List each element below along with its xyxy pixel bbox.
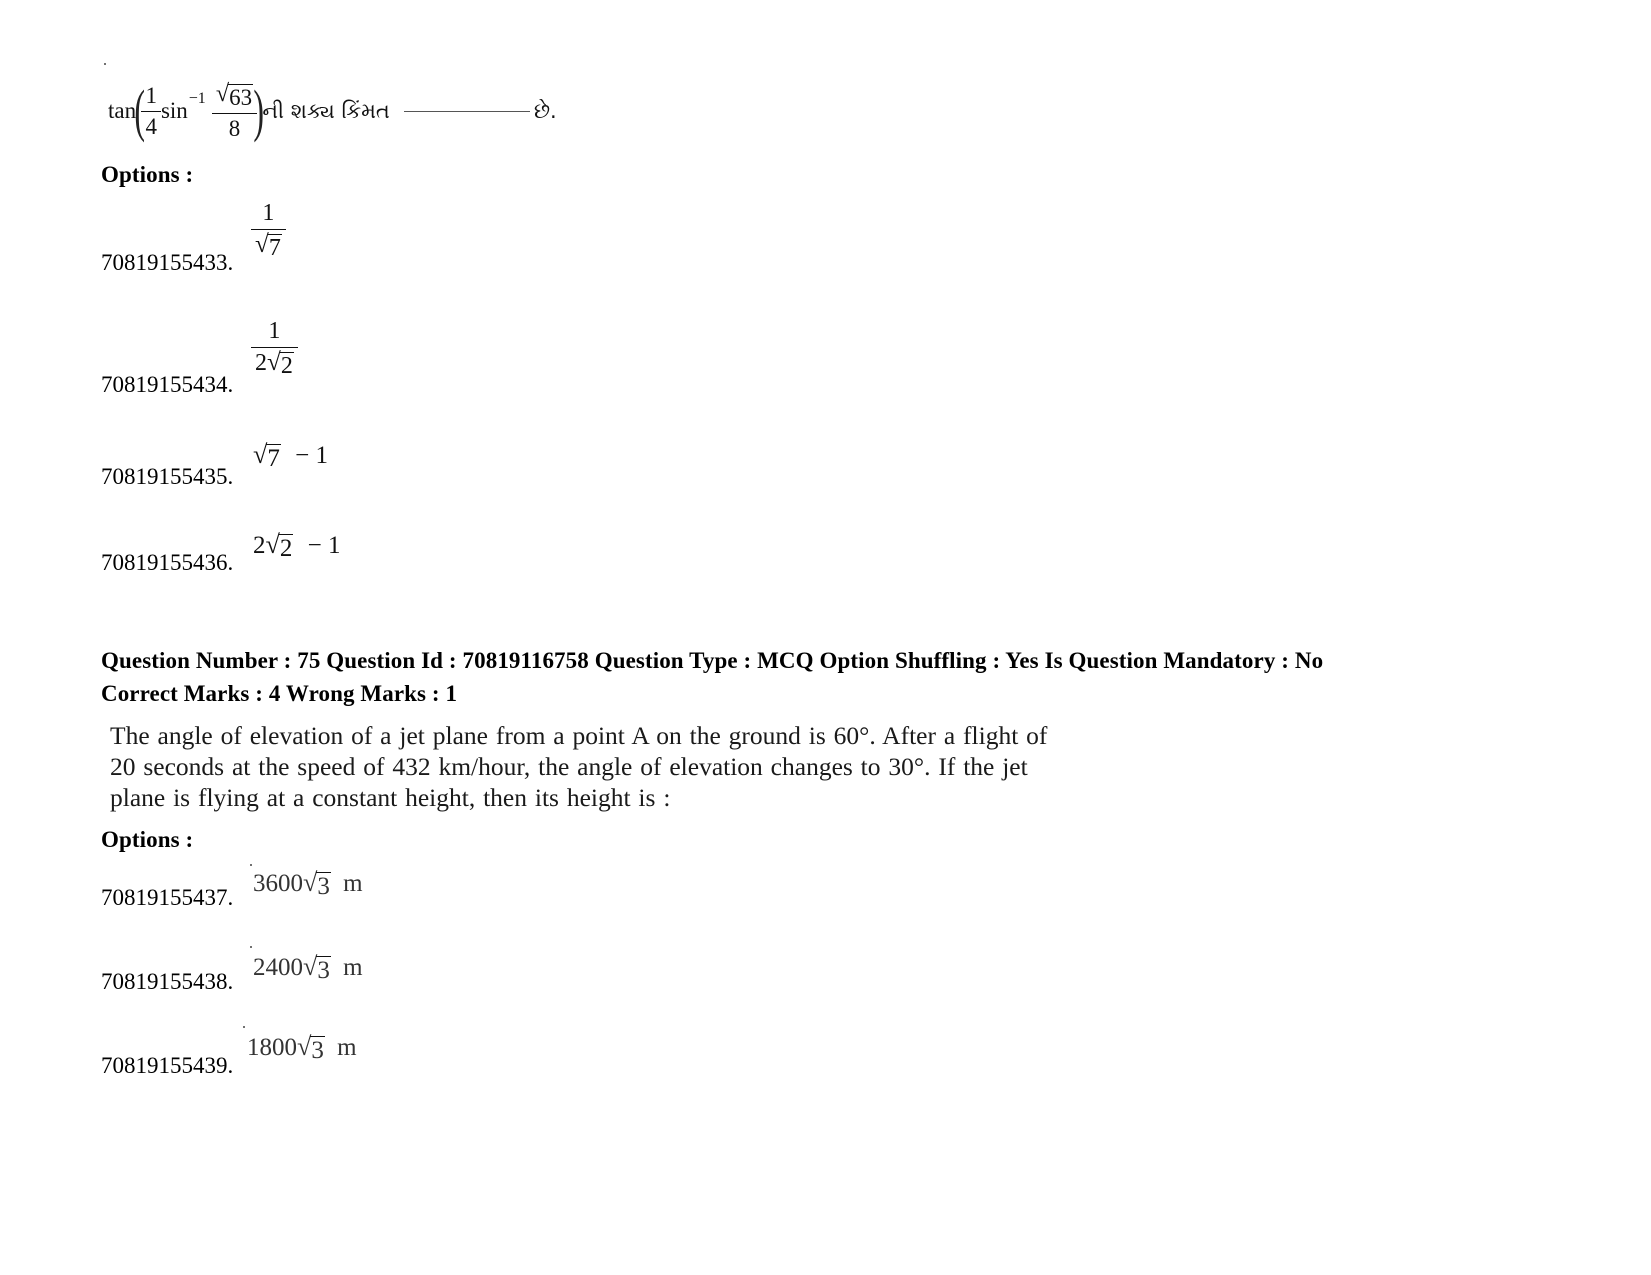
- radical-sign: √: [265, 530, 280, 559]
- radicand: 7: [267, 445, 280, 472]
- unit: m: [337, 1034, 357, 1061]
- unit: m: [343, 870, 363, 897]
- gujarati-end: છે.: [533, 98, 557, 123]
- square-root: [303, 954, 331, 985]
- option-item[interactable]: [101, 1030, 501, 1080]
- option-id: 70819155436.: [101, 550, 234, 575]
- square-root: [303, 870, 331, 901]
- fraction-bar: [212, 113, 257, 114]
- question-meta-line1: Question Number : 75 Question Id : 70819116758 Question Type : MCQ Option Shuffling : Yes Is Question Mandatory : No: [101, 648, 1324, 673]
- option-id: 70819155437.: [101, 885, 234, 910]
- fraction-numerator: [212, 81, 257, 110]
- radical-sign: √: [297, 1032, 312, 1061]
- option-id: 70819155435.: [101, 464, 234, 489]
- fraction-denominator: [251, 350, 298, 379]
- radicand: 2: [279, 535, 293, 562]
- radical-sign: √: [215, 79, 230, 107]
- radicand: 2: [280, 353, 293, 380]
- scan-dot: [104, 63, 106, 65]
- left-paren: (: [134, 78, 146, 143]
- option-math: [251, 318, 298, 380]
- radicand: 63: [229, 84, 253, 110]
- fraction-bar: [251, 347, 298, 348]
- option-math: [253, 442, 328, 473]
- question-text-line: The angle of elevation of a jet plane from a point A on the ground is 60°. After a flight of: [110, 721, 1048, 750]
- coefficient: 1800: [247, 1034, 297, 1061]
- coefficient: 2400: [253, 954, 303, 981]
- question-text: [110, 720, 1170, 813]
- option-id: 70819155433.: [101, 250, 234, 275]
- square-root: [266, 532, 294, 563]
- math-rest: − 1: [295, 442, 329, 469]
- option-id: 70819155434.: [101, 372, 234, 397]
- option-id: 70819155438.: [101, 969, 234, 994]
- fraction-denominator: [251, 232, 286, 261]
- question-text-line: plane is flying at a constant height, then its height is :: [110, 783, 671, 812]
- q74-question-expression: [108, 66, 557, 156]
- options-label: Options :: [101, 162, 194, 187]
- fraction-bar: [251, 229, 286, 230]
- radicand: 7: [268, 235, 281, 262]
- radical-sign: √: [267, 349, 281, 377]
- math-rest: − 1: [307, 532, 341, 559]
- scan-dot: [243, 1026, 245, 1028]
- square-root: [297, 1034, 325, 1065]
- unit: m: [343, 954, 363, 981]
- coefficient: 2: [253, 532, 266, 559]
- option-math: [253, 954, 363, 985]
- option-item[interactable]: [101, 530, 501, 586]
- fraction-denominator: 4: [145, 114, 157, 139]
- radical-sign: √: [303, 952, 318, 981]
- scan-dot: [250, 946, 252, 948]
- radicand: 3: [317, 873, 330, 900]
- answer-blank: [404, 111, 530, 112]
- option-item[interactable]: [101, 196, 501, 280]
- square-root: [255, 232, 282, 261]
- radical-sign: √: [303, 868, 318, 897]
- option-math: [253, 870, 363, 901]
- option-item[interactable]: [101, 866, 501, 914]
- option-math: [253, 532, 341, 563]
- square-root: [215, 79, 253, 110]
- fraction-numerator: 1: [268, 318, 281, 344]
- square-root: [267, 350, 294, 379]
- gujarati-text: ની શક્ય કિંમત: [262, 98, 390, 123]
- question-meta-line2: Correct Marks : 4 Wrong Marks : 1: [101, 681, 458, 706]
- option-item[interactable]: [101, 316, 501, 402]
- fraction-sqrt63-over-8: [212, 81, 257, 142]
- option-id: 70819155439.: [101, 1053, 234, 1078]
- coefficient: 3600: [253, 870, 303, 897]
- option-item[interactable]: [101, 440, 501, 496]
- sin-function: sin: [160, 98, 188, 123]
- fraction-numerator: 1: [145, 82, 157, 108]
- options-label: Options :: [101, 827, 194, 852]
- tan-function: tan: [108, 98, 137, 123]
- option-math: [251, 200, 286, 262]
- radicand: 3: [317, 957, 330, 984]
- square-root: [253, 442, 281, 473]
- fraction-denominator: 8: [228, 116, 241, 141]
- radical-sign: √: [253, 440, 268, 469]
- question-text-line: 20 seconds at the speed of 432 km/hour, the angle of elevation changes to 30°. If the jet: [110, 752, 1028, 781]
- radical-sign: √: [255, 231, 269, 259]
- inverse-exponent: −1: [188, 90, 206, 107]
- fraction-numerator: 1: [262, 200, 275, 226]
- option-math: [247, 1034, 357, 1065]
- option-item[interactable]: [101, 950, 501, 998]
- radicand: 3: [311, 1037, 324, 1064]
- right-paren: ): [253, 78, 265, 143]
- coefficient: 2: [255, 350, 267, 377]
